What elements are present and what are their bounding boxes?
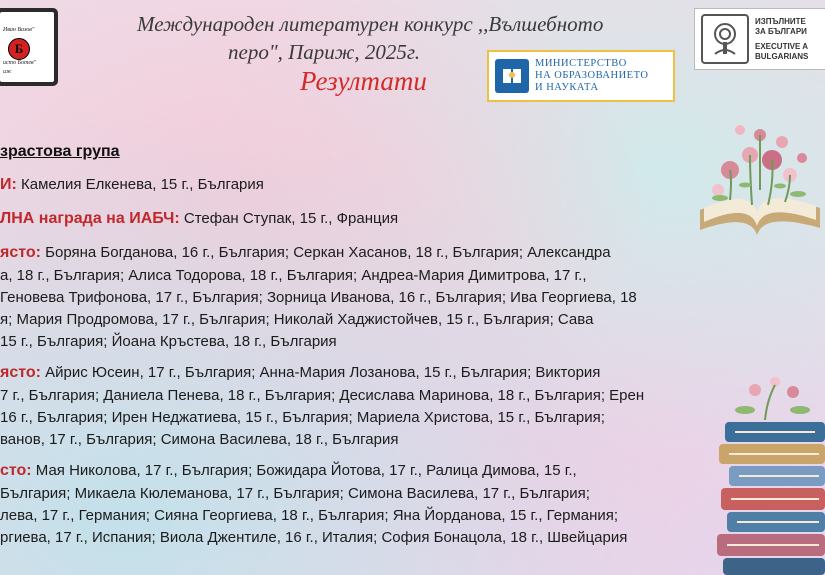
school-logo-badge: Б — [8, 38, 30, 60]
place-b-line-4: ванов, 17 г., България; Симона Василева, 18 г., България — [0, 431, 399, 448]
special-prize-label: ЛНА награда на ИАБЧ: — [0, 210, 180, 227]
school-logo-screen — [0, 12, 54, 82]
place-a-line-3: Геновева Трифонова, 17 г., България; Зорница Иванова, 16 г., България; Ива Георгиева, 18 — [0, 289, 637, 306]
place-c-line-3: лева, 17 г., Германия; Сияна Георгиева, 18 г., България; Яна Йорданова, 15 г., Германия; — [0, 507, 619, 524]
ministry-line2: НА ОБРАЗОВАНИЕТО — [535, 70, 649, 81]
agency-bg-line1: ИЗПЪЛНИТЕ — [755, 16, 806, 26]
place-b-line-2: 7 г., България; Даниела Пенева, 18 г., България; Десислава Маринова, 18 г., България; Ерен — [0, 387, 645, 404]
place-c-line-1 — [0, 462, 577, 480]
school-logo — [0, 8, 58, 86]
place-a-text-1: Боряна Богданова, 16 г., България; Серкан Хасанов, 18 г., България; Александра — [40, 244, 611, 261]
age-group-heading: зрастова група — [0, 143, 120, 160]
results-title: Резултати — [300, 66, 427, 96]
special-prize-text: Стефан Ступак, 15 г., Франция — [179, 210, 399, 227]
place-a-line-4: я; Мария Продромова, 17 г., България; Николай Хаджистойчев, 15 г., България; Сава — [0, 311, 594, 328]
first-prize-line — [0, 176, 264, 194]
school-logo-line1: Иван Вазов" — [3, 27, 35, 33]
agency-bg-line2: ЗА БЪЛГАРИ — [755, 26, 807, 36]
tree-emblem-icon — [701, 14, 749, 64]
contest-title-line2: перо", Париж, 2025г. — [228, 40, 421, 64]
place-c-label: сто: — [0, 462, 32, 479]
agency-en-line2: BULGARIANS — [755, 51, 809, 61]
place-a-line-5: 15 г., България; Йоана Кръстева, 18 г., България — [0, 333, 337, 350]
place-b-line-1 — [0, 364, 600, 382]
open-book-flowers-illustration — [690, 90, 825, 245]
ministry-logo-text — [535, 58, 648, 94]
book-stack-illustration — [715, 370, 825, 575]
school-logo-line2: исто Ботев" — [3, 60, 37, 66]
place-a-line-1 — [0, 244, 611, 262]
place-c-text-1: Мая Николова, 17 г., България; Божидара Йотова, 17 г., Ралица Димова, 15 г., — [31, 462, 577, 479]
place-a-label: ясто: — [0, 244, 41, 261]
place-c-line-2: България; Микаела Кюлеманова, 17 г., България; Симона Василева, 17 г., България; — [0, 485, 590, 502]
ministry-line1: МИНИСТЕРСТВО — [535, 58, 627, 69]
place-b-line-3: 16 г., България; Ирен Неджатиева, 15 г., България; Мариела Христова, 15 г., България; — [0, 409, 605, 426]
book-emblem-icon — [495, 59, 529, 93]
place-c-line-4: ргиева, 17 г., Испания; Виола Джентиле, 16 г., Италия; София Бонацола, 18 г., Швейцария — [0, 529, 628, 546]
place-b-label: ясто: — [0, 364, 41, 381]
agency-logo-text — [755, 17, 808, 62]
school-logo-line3: иж — [3, 69, 12, 75]
first-prize-label: И: — [0, 176, 17, 193]
first-prize-text: Камелия Елкенева, 15 г., България — [16, 176, 264, 193]
ministry-line3: И НАУКАТА — [535, 82, 599, 93]
place-a-line-2: а, 18 г., България; Алиса Тодорова, 18 г., България; Андреа-Мария Димитрова, 17 г., — [0, 267, 587, 284]
contest-title-line1: Международен литературен конкурс ,,Вълшебното — [137, 12, 604, 36]
place-b-text-1: Айрис Юсеин, 17 г., България; Анна-Мария Лозанова, 15 г., България; Виктория — [40, 364, 601, 381]
ministry-logo — [487, 50, 675, 102]
agency-en-line1: EXECUTIVE A — [755, 41, 809, 51]
agency-logo — [694, 8, 825, 70]
special-prize-line — [0, 210, 398, 228]
